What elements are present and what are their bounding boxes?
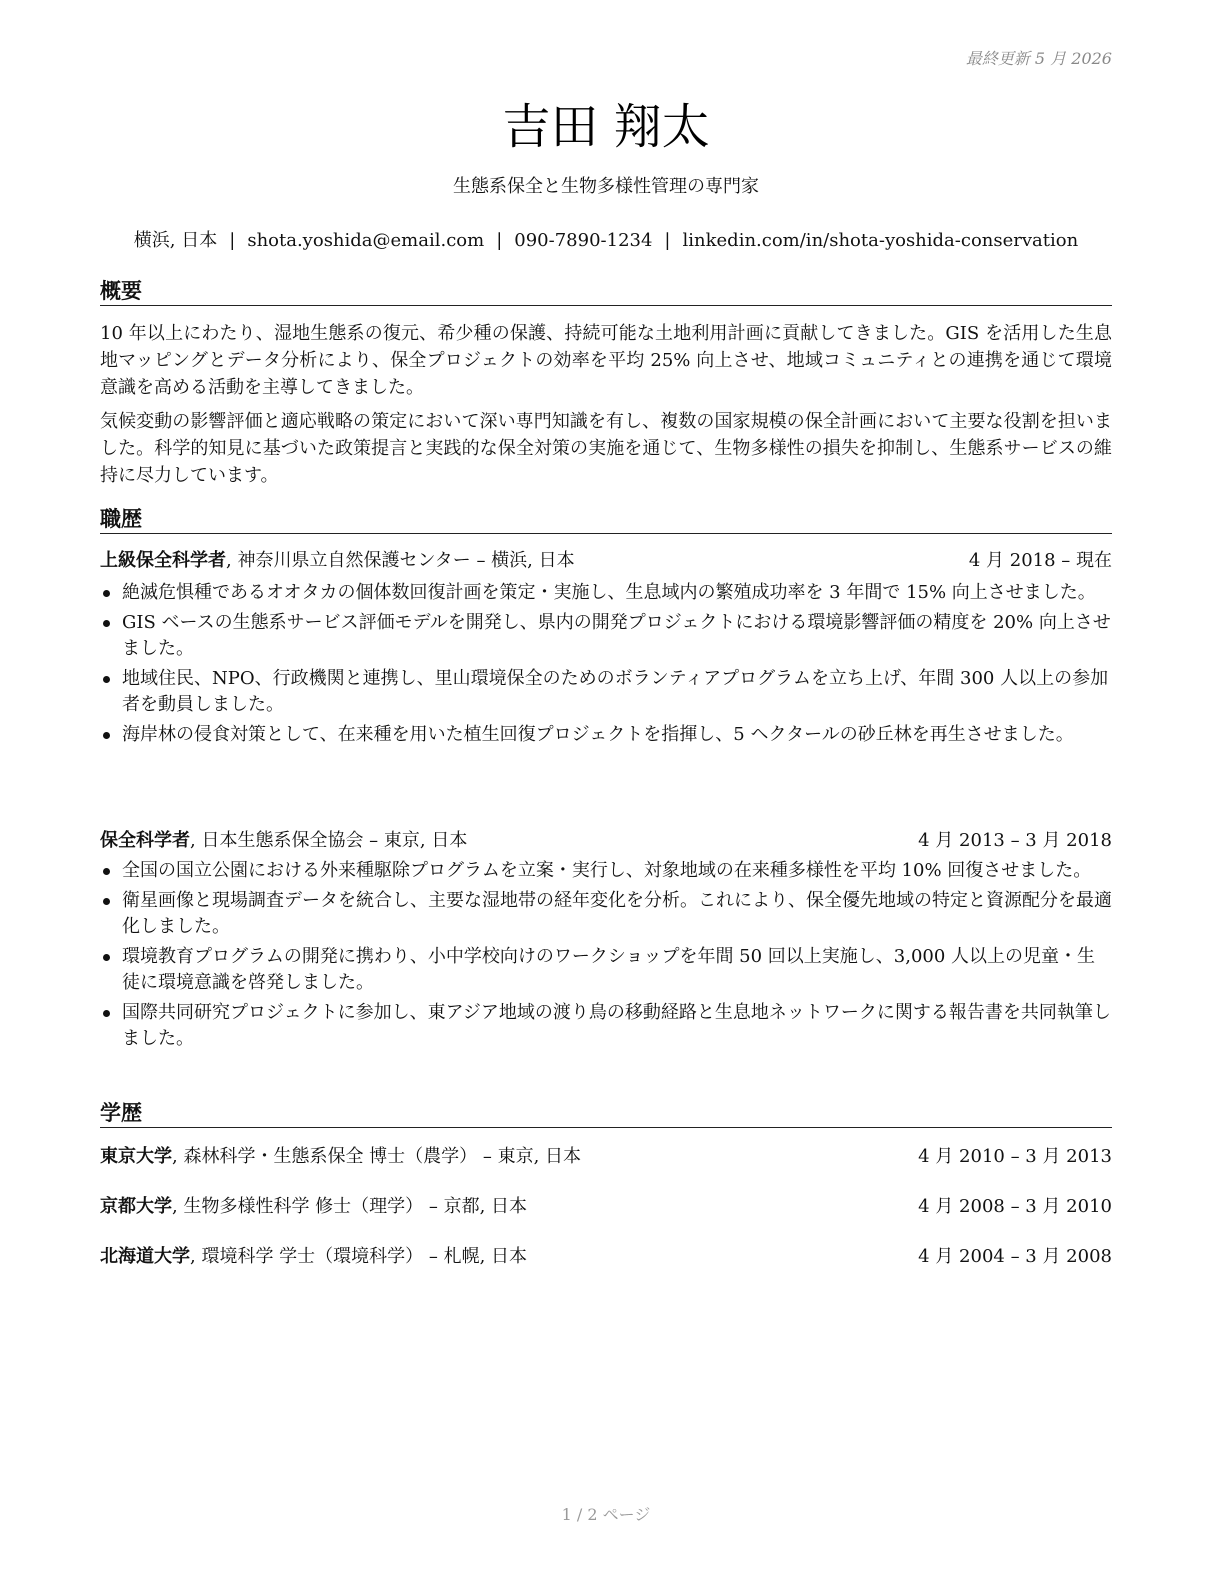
job-role: 保全科学者	[100, 830, 190, 851]
education-detail: , 森林科学・生態系保全 博士（農学） – 東京, 日本	[172, 1146, 582, 1167]
list-item: 絶滅危惧種であるオオタカの個体数回復計画を策定・実施し、生息域内の繁殖成功率を 3 年間で 15% 向上させました。	[100, 580, 1112, 606]
contact-line	[100, 226, 1112, 252]
job-header	[100, 548, 1112, 574]
job-bullets	[100, 858, 1112, 1056]
job-header	[100, 828, 1112, 854]
education-school: 東京大学	[100, 1146, 172, 1167]
education-row	[100, 1194, 1112, 1220]
education-school: 北海道大学	[100, 1246, 190, 1267]
contact-phone[interactable]: 090-7890-1234	[514, 230, 653, 251]
job-organization: , 神奈川県立自然保護センター – 横浜, 日本	[226, 550, 575, 571]
education-school: 京都大学	[100, 1196, 172, 1217]
contact-separator: |	[664, 230, 671, 251]
education-row	[100, 1244, 1112, 1270]
education-dates: 4 月 2004 – 3 月 2008	[918, 1246, 1112, 1267]
last-updated: 最終更新 5 月 2026	[965, 49, 1112, 68]
education-row	[100, 1144, 1112, 1170]
resume-page	[100, 0, 1112, 1584]
education-detail: , 生物多様性科学 修士（理学） – 京都, 日本	[172, 1196, 528, 1217]
job-dates: 4 月 2018 – 現在	[968, 550, 1112, 571]
list-item: 環境教育プログラムの開発に携わり、小中学校向けのワークショップを年間 50 回以上実施し、3,000 人以上の児童・生徒に環境意識を啓発しました。	[100, 944, 1112, 996]
candidate-name: 吉田 翔太	[502, 99, 710, 155]
education-heading: 学歴	[100, 1100, 1112, 1128]
education-dates: 4 月 2008 – 3 月 2010	[918, 1196, 1112, 1217]
contact-linkedin[interactable]: linkedin.com/in/shota-yoshida-conservation	[682, 230, 1079, 251]
list-item: 国際共同研究プロジェクトに参加し、東アジア地域の渡り鳥の移動経路と生息地ネットワークに関する報告書を共同執筆しました。	[100, 1000, 1112, 1052]
job-dates: 4 月 2013 – 3 月 2018	[918, 830, 1112, 851]
list-item: 海岸林の侵食対策として、在来種を用いた植生回復プロジェクトを指揮し、5 ヘクタールの砂丘林を再生させました。	[100, 722, 1112, 748]
contact-location: 横浜, 日本	[133, 230, 218, 251]
contact-separator: |	[229, 230, 236, 251]
page-number: 1 / 2 ページ	[561, 1505, 651, 1524]
list-item: 全国の国立公園における外来種駆除プログラムを立案・実行し、対象地域の在来種多様性を平均 10% 回復させました。	[100, 858, 1112, 884]
list-item: 衛星画像と現場調査データを統合し、主要な湿地帯の経年変化を分析。これにより、保全優先地域の特定と資源配分を最適化しました。	[100, 888, 1112, 940]
job-organization: , 日本生態系保全協会 – 東京, 日本	[190, 830, 468, 851]
list-item: 地域住民、NPO、行政機関と連携し、里山環境保全のためのボランティアプログラムを立ち上げ、年間 300 人以上の参加者を動員しました。	[100, 666, 1112, 718]
summary-paragraph-1: 10 年以上にわたり、湿地生態系の復元、希少種の保護、持続可能な土地利用計画に貢献してきました。GIS を活用した生息地マッピングとデータ分析により、保全プロジェクトの効率を平均 25% 向上させ、地域コミュニティとの連携を通じて環境意識を高める活動を主導してきました。	[100, 323, 1112, 398]
contact-separator: |	[496, 230, 503, 251]
experience-heading: 職歴	[100, 506, 1112, 534]
education-detail: , 環境科学 学士（環境科学） – 札幌, 日本	[190, 1246, 528, 1267]
job-role: 上級保全科学者	[100, 550, 226, 571]
job-bullets	[100, 580, 1112, 752]
contact-email[interactable]: shota.yoshida@email.com	[247, 230, 485, 251]
summary-heading: 概要	[100, 278, 1112, 306]
education-dates: 4 月 2010 – 3 月 2013	[918, 1146, 1112, 1167]
tagline: 生態系保全と生物多様性管理の専門家	[453, 176, 759, 197]
list-item: GIS ベースの生態系サービス評価モデルを開発し、県内の開発プロジェクトにおける環境影響評価の精度を 20% 向上させました。	[100, 610, 1112, 662]
summary-paragraph-2: 気候変動の影響評価と適応戦略の策定において深い専門知識を有し、複数の国家規模の保全計画において主要な役割を担いました。科学的知見に基づいた政策提言と実践的な保全対策の実施を通じて、生物多様性の損失を抑制し、生態系サービスの維持に尽力しています。	[100, 411, 1112, 486]
